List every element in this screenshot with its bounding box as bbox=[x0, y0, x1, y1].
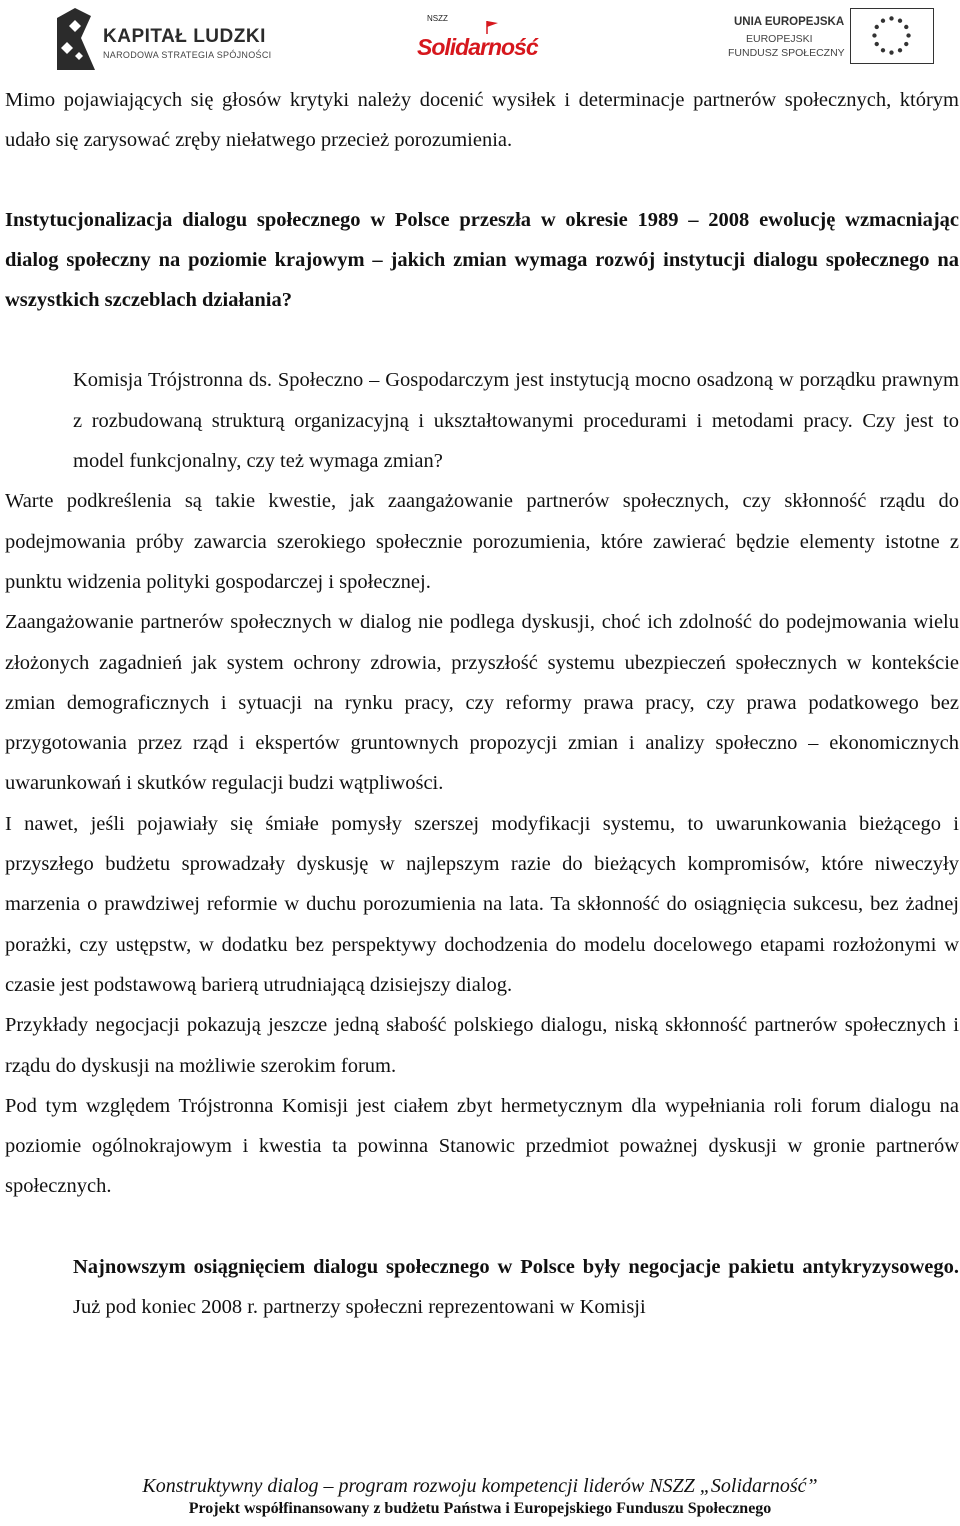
eu-flag-icon bbox=[850, 8, 934, 64]
paragraph-9-rest: Już pod koniec 2008 r. partnerzy społeczni reprezentowani w Komisji bbox=[73, 1296, 646, 1319]
solidarnosc-nszz: NSZZ bbox=[427, 14, 448, 23]
paragraph-1: Mimo pojawiających się głosów krytyki należy docenić wysiłek i determinacje partnerów społecznych, którym udało się zarysować zręby niełatwego przecież porozumienia. bbox=[5, 89, 959, 152]
kapital-ludzki-subtitle: NARODOWA STRATEGIA SPÓJNOŚCI bbox=[103, 50, 272, 60]
paragraph-9-bold: Najnowszym osiągnięciem dialogu społecznego w Polsce były negocjacje pakietu antykryzysowego. bbox=[73, 1255, 959, 1278]
paragraph-9 bbox=[5, 1247, 959, 1328]
kapital-ludzki-mark-icon bbox=[55, 8, 97, 70]
paragraph-3: Komisja Trójstronna ds. Społeczno – Gospodarczym jest instytucją mocno osadzoną w porządku prawnym z rozbudowaną strukturą organizacyjną i ukształtowanymi procedurami i metodami pracy. Czy jest to model funkcjonalny, czy też wymaga zmian? bbox=[73, 369, 959, 473]
paragraph-4: Warte podkreślenia są takie kwestie, jak zaangażowanie partnerów społecznych, czy skłonność rządu do podejmowania próby zawarcia szerokiego społecznie porozumienia, które zawierać będzie elementy istotne z punktu widzenia polityki gospodarczej i społecznej. bbox=[5, 490, 959, 593]
footer-program-title: Konstruktywny dialog – program rozwoju kompetencji liderów NSZZ „Solidarność” bbox=[142, 1475, 818, 1497]
eu-line3: FUNDUSZ SPOŁECZNY bbox=[728, 47, 845, 59]
solidarnosc-logo bbox=[415, 14, 538, 62]
eu-line1: UNIA EUROPEJSKA bbox=[734, 16, 845, 28]
paragraph-8: Pod tym względem Trójstronna Komisji jest ciałem zbyt hermetycznym dla wypełniania roli forum dialogu na poziomie ogólnokrajowym i kwestia ta powinna Stanowic przedmiot poważnej dyskusji w gronie partnerów społecznych. bbox=[5, 1094, 959, 1198]
document-body bbox=[5, 80, 959, 1327]
page-footer bbox=[0, 1474, 960, 1520]
paragraph-5: Zaangażowanie partnerów społecznych w dialog nie podlega dyskusji, choć ich zdolność do podejmowania wielu złożonych zagadnień jak system ochrony zdrowia, przyszłość systemu ubezpieczeń społecznych w kontekście zmian demograficznych i sytuacji na rynku pracy, czy reformy prawa pracy, czy prawa podatkowego bez przygotowania przez rząd i ekspertów gruntownych propozycji zmian i analizy społeczno – ekonomicznych uwarunkowań i skutków regulacji budzi wątpliwości. bbox=[5, 611, 959, 795]
kapital-ludzki-name: KAPITAŁ LUDZKI bbox=[103, 26, 266, 47]
kapital-ludzki-logo bbox=[55, 8, 272, 70]
page-header bbox=[0, 0, 960, 80]
solidarnosc-wordmark: Solidarność bbox=[417, 34, 538, 60]
paragraph-6: I nawet, jeśli pojawiały się śmiałe pomysły szerszej modyfikacji systemu, to uwarunkowania bieżącego i przyszłego budżetu sprowadzały dyskusję w najlepszym razie do bieżących kompromisów, które niweczyły marzenia o prawdziwej reformie w duchu porozumienia na lata. Ta skłonność do osiągnięcia sukcesu, bez żadnej porażki, czy ustępstw, w dodatku bez perspektywy dochodzenia do modelu docelowego etapami rozłożonymi w czasie jest podstawową barierą utrudniającą dzisiejszy dialog. bbox=[5, 812, 959, 996]
paragraph-7: Przykłady negocjacji pokazują jeszcze jedną słabość polskiego dialogu, niską skłonność partnerów społecznych i rządu do dyskusji na możliwie szerokim forum. bbox=[5, 1014, 959, 1077]
eu-logo bbox=[728, 6, 938, 68]
footer-cofinancing-note: Projekt współfinansowany z budżetu Państwa i Europejskiego Funduszu Społecznego bbox=[188, 1500, 772, 1517]
flag-icon bbox=[485, 20, 499, 34]
eu-line2: EUROPEJSKI bbox=[746, 33, 813, 45]
paragraph-2-question: Instytucjonalizacja dialogu społecznego w Polsce przeszła w okresie 1989 – 2008 ewolucję wzmacniając dialog społeczny na poziomie krajowym – jakich zmian wymaga rozwój instytucji dialogu społecznego na wszystkich szczeblach działania? bbox=[5, 208, 959, 312]
